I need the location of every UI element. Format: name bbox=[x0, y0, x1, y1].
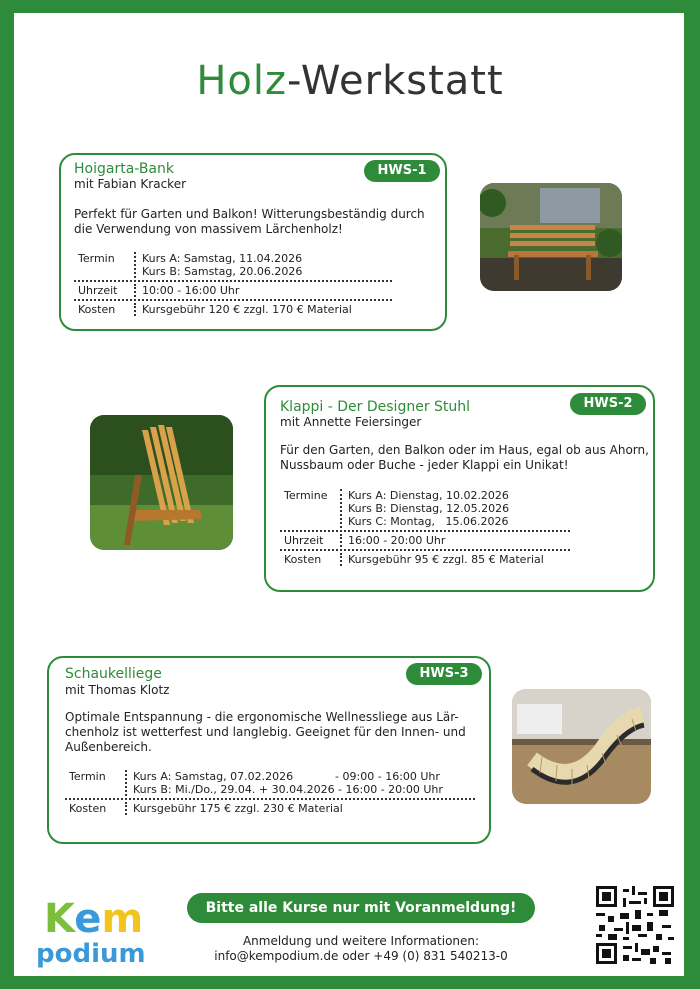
kempodium-logo bbox=[36, 892, 166, 972]
course-name: Klappi - Der Designer Stuhl bbox=[280, 399, 471, 415]
course-description bbox=[65, 710, 485, 755]
course-name: Schaukelliege bbox=[65, 666, 162, 682]
info-row-kosten bbox=[65, 798, 475, 817]
info-value: 10:00 - 16:00 Uhr bbox=[134, 284, 239, 297]
info-value bbox=[134, 252, 302, 278]
info-label: Termine bbox=[284, 489, 328, 502]
termin-line: Kurs B: Dienstag, 12.05.2026 bbox=[348, 502, 510, 515]
info-label: Kosten bbox=[284, 553, 322, 566]
info-label: Uhrzeit bbox=[78, 284, 118, 297]
info-value: 16:00 - 20:00 Uhr bbox=[340, 534, 445, 547]
logo-letter-k: Kem bbox=[44, 896, 144, 942]
info-value bbox=[340, 489, 509, 528]
info-label: Termin bbox=[78, 252, 115, 265]
course-description bbox=[280, 443, 650, 473]
termin-line: Kurs A: Dienstag, 10.02.2026 bbox=[348, 489, 509, 502]
info-label: Kosten bbox=[69, 802, 107, 815]
description-line: Perfekt für Garten und Balkon! Witterungsbeständig durch bbox=[74, 207, 425, 221]
info-value bbox=[125, 770, 443, 796]
termin-line: Kurs C: Montag, 15.06.2026 bbox=[348, 515, 509, 528]
course-instructor: mit Annette Feiersinger bbox=[280, 415, 422, 429]
info-row-kosten bbox=[74, 299, 392, 318]
description-line: Außenbereich. bbox=[65, 740, 152, 754]
contact-line-2: info@kempodium.de oder +49 (0) 831 540213-0 bbox=[214, 949, 508, 963]
course-info-table bbox=[65, 770, 475, 817]
course-description bbox=[74, 207, 439, 237]
info-row-termin bbox=[74, 252, 392, 280]
termin-line: Kurs A: Samstag, 07.02.2026 - 09:00 - 16:00 Uhr bbox=[133, 770, 440, 783]
photo-rocking-lounger bbox=[512, 689, 651, 804]
course-info-table bbox=[280, 489, 570, 568]
info-value: Kursgebühr 175 € zzgl. 230 € Material bbox=[125, 802, 343, 815]
course-instructor: mit Fabian Kracker bbox=[74, 177, 187, 191]
info-row-termin bbox=[280, 489, 570, 530]
logo-podium: podium bbox=[36, 939, 146, 969]
termin-line: Kurs A: Samstag, 11.04.2026 bbox=[142, 252, 303, 265]
preregistration-notice: Bitte alle Kurse nur mit Voranmeldung! bbox=[187, 893, 535, 923]
info-label: Uhrzeit bbox=[284, 534, 324, 547]
title-part-holz: Holz bbox=[196, 58, 288, 104]
description-line: chenholz ist wetterfest und langlebig. Geeignet für den Innen- und bbox=[65, 725, 466, 739]
info-value: Kursgebühr 95 € zzgl. 85 € Material bbox=[340, 553, 544, 566]
title-part-werkstatt: -Werkstatt bbox=[287, 58, 504, 104]
photo-bench bbox=[480, 183, 622, 291]
contact-line-1: Anmeldung und weitere Informationen: bbox=[242, 934, 480, 948]
course-info-table bbox=[74, 252, 392, 318]
info-label: Termin bbox=[69, 770, 106, 783]
photo-folding-chair bbox=[90, 415, 233, 550]
info-row-uhrzeit bbox=[280, 530, 570, 549]
info-row-kosten bbox=[280, 549, 570, 568]
course-instructor: mit Thomas Klotz bbox=[65, 683, 170, 697]
course-badge: HWS-2 bbox=[570, 393, 646, 415]
description-line: Nussbaum oder Buche - jeder Klappi ein Unikat! bbox=[280, 458, 569, 472]
description-line: Für den Garten, den Balkon oder im Haus, egal ob aus Ahorn, bbox=[280, 443, 649, 457]
course-name: Hoigarta-Bank bbox=[74, 161, 174, 177]
termin-line: Kurs B: Mi./Do., 29.04. + 30.04.2026 - 16:00 - 20:00 Uhr bbox=[133, 783, 443, 796]
course-badge: HWS-1 bbox=[364, 160, 440, 182]
page-title bbox=[0, 58, 700, 104]
description-line: die Verwendung von massivem Lärchenholz! bbox=[74, 222, 343, 236]
description-line: Optimale Entspannung - die ergonomische Wellnessliege aus Lär- bbox=[65, 710, 459, 724]
info-row-uhrzeit bbox=[74, 280, 392, 299]
qr-code-icon[interactable] bbox=[596, 886, 674, 964]
termin-line: Kurs B: Samstag, 20.06.2026 bbox=[142, 265, 303, 278]
info-value: Kursgebühr 120 € zzgl. 170 € Material bbox=[134, 303, 352, 316]
info-row-termin bbox=[65, 770, 475, 798]
info-label: Kosten bbox=[78, 303, 116, 316]
contact-info bbox=[187, 934, 535, 964]
course-badge: HWS-3 bbox=[406, 663, 482, 685]
